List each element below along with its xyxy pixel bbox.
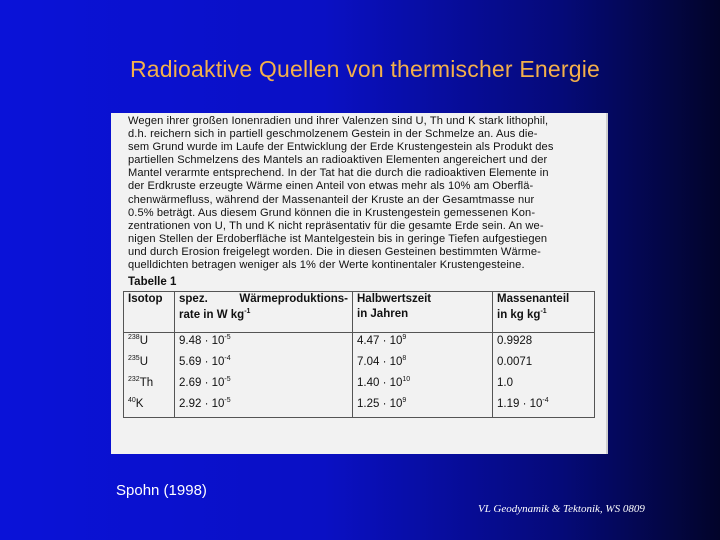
header-mass [493,292,595,333]
heat-rate-exponent: -4 [224,355,231,363]
isotope-symbol: Th [139,376,154,389]
lecture-footer: VL Geodynamik & Tektonik, WS 0809 [478,503,645,515]
heat-rate-value: 5.69 · 10 [179,355,225,368]
header-rate-exponent: -1 [244,308,251,316]
paragraph-line: Mantel verarmte entsprechend. In der Tat hat die durch die radioaktiven Elemente in [128,167,549,180]
header-mass-line1: Massenanteil [497,293,570,306]
header-rate-line1b: Wärmeproduktions- [239,293,348,306]
header-isotop-label: Isotop [128,293,163,306]
paragraph-line: quelldichten betragen weniger als 1% der Werte kontinentaler Krustengesteine. [128,259,525,272]
heat-rate-exponent: -5 [224,334,231,342]
paragraph-line: sem Grund wurde im Laufe der Entwicklung der Erde Krustengestein als Produkt des [128,141,554,154]
scanned-document [111,113,608,454]
table-row [124,354,595,375]
table-row [124,396,595,418]
mass-fraction-value: 1.19 · 10 [497,397,543,410]
header-halflife-line1: Halbwertszeit [357,293,432,306]
isotope-table [123,291,595,418]
table-row [124,375,595,396]
halflife-exponent: 10 [402,376,411,384]
header-rate-line2: rate in W kg [179,308,245,321]
isotope-mass-number: 232 [128,376,140,384]
table-row [124,333,595,355]
isotope-symbol: U [139,355,148,368]
paragraph-line: und durch Erosion freigelegt worden. Die in diesen Gesteinen bestimmten Wärme- [128,245,541,258]
header-rate-line1a: spez. [179,293,208,306]
paragraph-line: der Erdkruste erzeugte Wärme einen Anteil von etwas mehr als 10% am Oberflä- [128,180,534,193]
isotope-mass-number: 40 [128,397,136,405]
paragraph-line: zentrationen von U, Th und K nicht repräsentativ für die gesamte Erde sein. An we- [128,219,544,232]
halflife-value: 1.40 · 10 [357,376,403,389]
table-header-row [124,292,595,333]
table-caption: Tabelle 1 [128,276,177,289]
halflife-exponent: 9 [402,397,407,405]
paragraph-line: nigen Stellen der Erdoberfläche ist Mantelgestein bis in geringe Tiefen aufgestiegen [128,232,548,245]
halflife-exponent: 8 [402,355,407,363]
halflife-exponent: 9 [402,334,407,342]
document-paragraph [128,115,594,272]
heat-rate-value: 9.48 · 10 [179,334,225,347]
isotope-mass-number: 235 [128,355,140,363]
header-rate [175,292,353,333]
mass-fraction-exponent: -4 [542,397,549,405]
heat-rate-value: 2.69 · 10 [179,376,225,389]
heat-rate-exponent: -5 [224,397,231,405]
mass-fraction-value: 0.0071 [497,355,533,368]
header-mass-exponent: -1 [540,308,547,316]
paragraph-line: partiellen Schmelzens des Mantels an radioaktiven Elementen angereichert und der [128,154,548,167]
halflife-value: 4.47 · 10 [357,334,403,347]
source-citation: Spohn (1998) [116,482,207,499]
heat-rate-exponent: -5 [224,376,231,384]
mass-fraction-value: 0.9928 [497,334,533,347]
mass-fraction-value: 1.0 [497,376,513,389]
header-halflife [353,292,493,333]
header-isotop [124,292,175,333]
isotope-symbol: K [135,397,144,410]
slide-title: Radioaktive Quellen von thermischer Energie [129,56,601,82]
paragraph-line: Wegen ihrer großen Ionenradien und ihrer Valenzen sind U, Th und K stark lithophil, [128,115,549,127]
header-mass-line2: in kg kg [497,308,541,321]
heat-rate-value: 2.92 · 10 [179,397,225,410]
header-halflife-line2: in Jahren [357,308,409,321]
isotope-mass-number: 238 [128,334,140,342]
halflife-value: 7.04 · 10 [357,355,403,368]
paragraph-line: chenwärmefluss, während der Massenanteil der Kruste an der Gesamtmasse nur [128,193,535,206]
paragraph-line: 0.5% beträgt. Aus diesem Grund können die in Krustengestein gemessenen Kon- [128,206,536,219]
halflife-value: 1.25 · 10 [357,397,403,410]
paragraph-line: d.h. reichern sich in partiell geschmolzenem Gestein in der Schmelze an. Aus die- [128,128,538,141]
isotope-symbol: U [139,334,148,347]
